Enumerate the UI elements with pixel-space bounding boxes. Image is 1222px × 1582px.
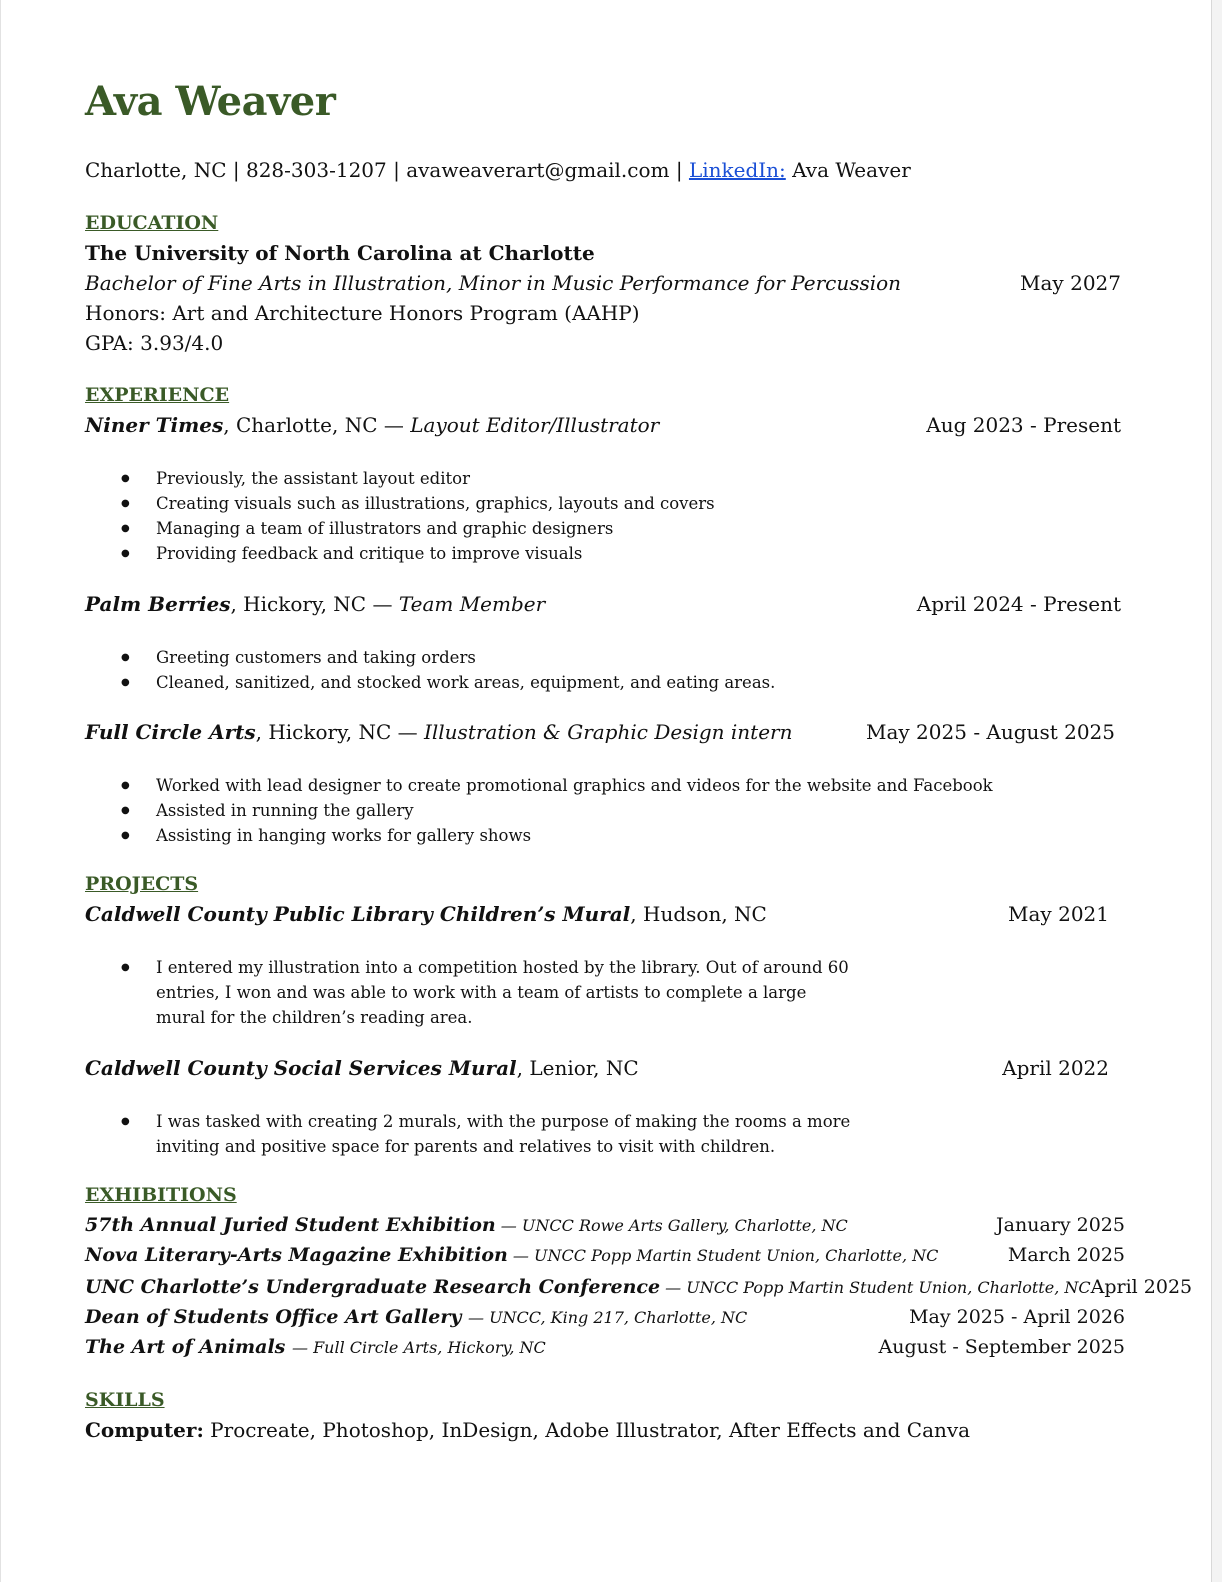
- exhibition-venue: — UNCC Popp Martin Student Union, Charlotte, NC: [507, 1246, 939, 1265]
- exhibitions-heading: EXHIBITIONS: [85, 1184, 237, 1206]
- education-heading: EDUCATION: [85, 212, 219, 234]
- job-bullets: [85, 466, 715, 566]
- exhibition-name: Nova Literary-Arts Magazine Exhibition: [85, 1244, 508, 1266]
- job-org: Niner Times: [85, 413, 224, 437]
- exhibition-name: 57th Annual Juried Student Exhibition: [85, 1214, 496, 1236]
- list-item: ● Creating visuals such as illustrations, graphics, layouts and covers: [156, 491, 715, 516]
- gpa: GPA: 3.93/4.0: [85, 331, 224, 355]
- exhibition-name: UNC Charlotte’s Undergraduate Research Conference: [85, 1276, 661, 1298]
- job-date: Aug 2023 - Present: [926, 413, 1121, 437]
- exhibition-name: The Art of Animals: [85, 1336, 292, 1358]
- exhibition-row: [85, 1276, 1193, 1298]
- job-header: [85, 413, 1125, 437]
- skills-heading: SKILLS: [85, 1389, 165, 1411]
- degree-date: May 2027: [1020, 271, 1121, 295]
- exhibition-date: March 2025: [1007, 1244, 1125, 1266]
- skills-label: Computer:: [85, 1418, 204, 1442]
- exhibition-venue: — UNCC, King 217, Charlotte, NC: [467, 1308, 748, 1327]
- exhibition-date: May 2025 - April 2026: [909, 1306, 1125, 1328]
- contact-details: Charlotte, NC | 828-303-1207 | avaweaverart@gmail.com |: [85, 158, 689, 182]
- job-role: Team Member: [398, 592, 546, 616]
- degree: Bachelor of Fine Arts in Illustration, Minor in Music Performance for Percussion: [85, 271, 902, 295]
- list-item: ● Cleaned, sanitized, and stocked work areas, equipment, and eating areas.: [156, 670, 775, 695]
- project-name: Caldwell County Public Library Children’s Mural: [85, 902, 631, 926]
- exhibition-row: [85, 1214, 1125, 1236]
- list-item: ● Worked with lead designer to create promotional graphics and videos for the website and Facebook: [156, 773, 993, 798]
- degree-row: [85, 271, 1125, 295]
- skills-line: [85, 1418, 970, 1442]
- exhibition-date: August - September 2025: [878, 1336, 1125, 1358]
- project-name: Caldwell County Social Services Mural: [85, 1056, 517, 1080]
- skills-value: Procreate, Photoshop, InDesign, Adobe Illustrator, After Effects and Canva: [203, 1418, 971, 1442]
- list-item: ● Assisting in hanging works for gallery shows: [156, 823, 993, 848]
- list-item: ● I entered my illustration into a competition hosted by the library. Out of around 60 entries, I won and was able to work with a team of artists to complete a large mural for the children’s reading area.: [156, 955, 856, 1030]
- job-role: Layout Editor/Illustrator: [410, 413, 660, 437]
- exhibition-venue: — UNCC Rowe Arts Gallery, Charlotte, NC: [495, 1216, 848, 1235]
- job-location: , Hickory, NC —: [255, 720, 424, 744]
- job-role: Illustration & Graphic Design intern: [423, 720, 793, 744]
- experience-heading: EXPERIENCE: [85, 384, 230, 406]
- linkedin-name: Ava Weaver: [785, 158, 911, 182]
- list-item: ● Greeting customers and taking orders: [156, 645, 775, 670]
- job-location: , Hickory, NC —: [230, 592, 399, 616]
- exhibition-row: [85, 1244, 1125, 1266]
- project-bullets: [85, 955, 856, 1030]
- projects-heading: PROJECTS: [85, 873, 199, 895]
- resume-name: Ava Weaver: [85, 78, 336, 125]
- job-org: Palm Berries: [85, 592, 231, 616]
- list-item: ● Managing a team of illustrators and graphic designers: [156, 516, 715, 541]
- exhibition-row: [85, 1306, 1125, 1328]
- project-date: May 2021: [1008, 902, 1109, 926]
- exhibition-row: [85, 1336, 1125, 1358]
- linkedin-link[interactable]: LinkedIn:: [688, 158, 786, 182]
- job-date: April 2024 - Present: [916, 592, 1121, 616]
- school-name: The University of North Carolina at Charlotte: [85, 241, 595, 265]
- exhibition-date: April 2025: [1090, 1276, 1193, 1298]
- job-header: [85, 592, 1125, 616]
- list-item: ● Previously, the assistant layout editor: [156, 466, 715, 491]
- project-header: [85, 1056, 1125, 1080]
- project-date: April 2022: [1002, 1056, 1109, 1080]
- project-bullets: [85, 1109, 856, 1159]
- list-item: ● I was tasked with creating 2 murals, with the purpose of making the rooms a more inviting and positive space for parents and relatives to visit with children.: [156, 1109, 856, 1159]
- job-org: Full Circle Arts: [85, 720, 256, 744]
- project-location: , Lenior, NC: [516, 1056, 639, 1080]
- job-bullets: [85, 773, 993, 848]
- job-location: , Charlotte, NC —: [223, 413, 411, 437]
- job-bullets: [85, 645, 775, 695]
- exhibition-name: Dean of Students Office Art Gallery: [85, 1306, 468, 1328]
- list-item: ● Assisted in running the gallery: [156, 798, 993, 823]
- honors: Honors: Art and Architecture Honors Program (AAHP): [85, 301, 640, 325]
- exhibition-venue: — Full Circle Arts, Hickory, NC: [291, 1338, 546, 1357]
- project-location: , Hudson, NC: [630, 902, 767, 926]
- project-header: [85, 902, 1125, 926]
- contact-line: [85, 158, 911, 182]
- list-item: ● Providing feedback and critique to improve visuals: [156, 541, 715, 566]
- exhibition-date: January 2025: [996, 1214, 1125, 1236]
- exhibition-venue: — UNCC Popp Martin Student Union, Charlotte, NC: [660, 1278, 1091, 1297]
- job-header: [85, 720, 1125, 744]
- job-date: May 2025 - August 2025: [866, 720, 1115, 744]
